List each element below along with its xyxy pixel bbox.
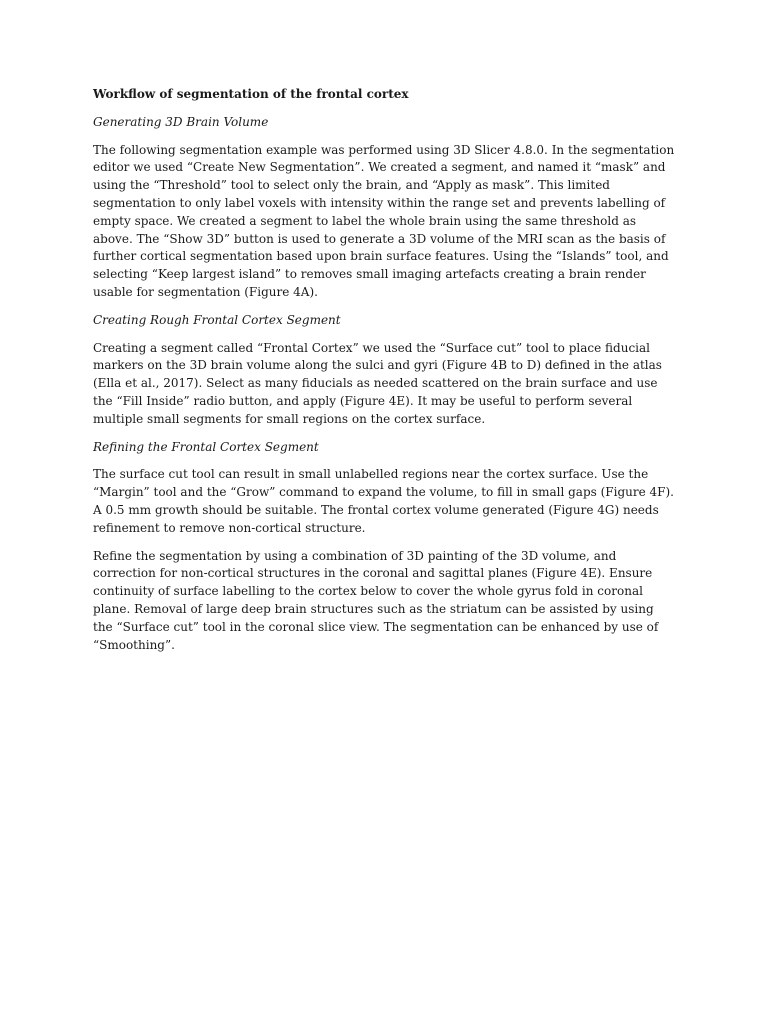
paragraph-generating-volume: The following segmentation example was performed using 3D Slicer 4.8.0. In the segmentation editor we used “Create New Segmentation”. We created a segment, and named it “mask” and using the “Threshold” tool to select only the brain, and “Apply as mask”. This limited segmentation to only label voxels with intensity within the range set and prevents labelling of empty space. We created a segment to label the whole brain using the same threshold as above. The “Show 3D” button is used to generate a 3D volume of the MRI scan as the basis of further cortical segmentation based upon brain surface features. Using the “Islands” tool, and selecting “Keep largest island” to removes small imaging artefacts creating a brain render usable for segmentation (Figure 4A). bbox=[93, 142, 675, 299]
paragraph-refining-segment-1: The surface cut tool can result in small unlabelled regions near the cortex surface. Use the “Margin” tool and the “Grow” command to expand the volume, to fill in small gaps (Figure 4F). A 0.5 mm growth should be suitable. The frontal cortex volume generated (Figure 4G) needs refinement to remove non-cortical structure. bbox=[93, 467, 674, 535]
paragraph-rough-segment: Creating a segment called “Frontal Cortex” we used the “Surface cut” tool to place fiducial markers on the 3D brain volume along the sulci and gyri (Figure 4B to D) defined in the atlas (Ella et al., 2017). Select as many fiducials as needed scattered on the brain surface and use the “Fill Inside” radio button, and apply (Figure 4E). It may be useful to perform several multiple small segments for small regions on the cortex surface. bbox=[93, 340, 662, 426]
document-title: Workflow of segmentation of the frontal cortex bbox=[93, 87, 409, 101]
document-body bbox=[93, 86, 675, 664]
section-heading-generating-volume: Generating 3D Brain Volume bbox=[93, 114, 269, 129]
section-heading-rough-segment: Creating Rough Frontal Cortex Segment bbox=[93, 312, 341, 327]
section-heading-refining-segment: Refining the Frontal Cortex Segment bbox=[93, 439, 319, 454]
paragraph-refining-segment-2: Refine the segmentation by using a combination of 3D painting of the 3D volume, and correction for non-cortical structures in the coronal and sagittal planes (Figure 4E). Ensure continuity of surface labelling to the cortex below to cover the whole gyrus fold in coronal plane. Removal of large deep brain structures such as the striatum can be assisted by using the “Surface cut” tool in the coronal slice view. The segmentation can be enhanced by use of “Smoothing”. bbox=[93, 548, 659, 652]
